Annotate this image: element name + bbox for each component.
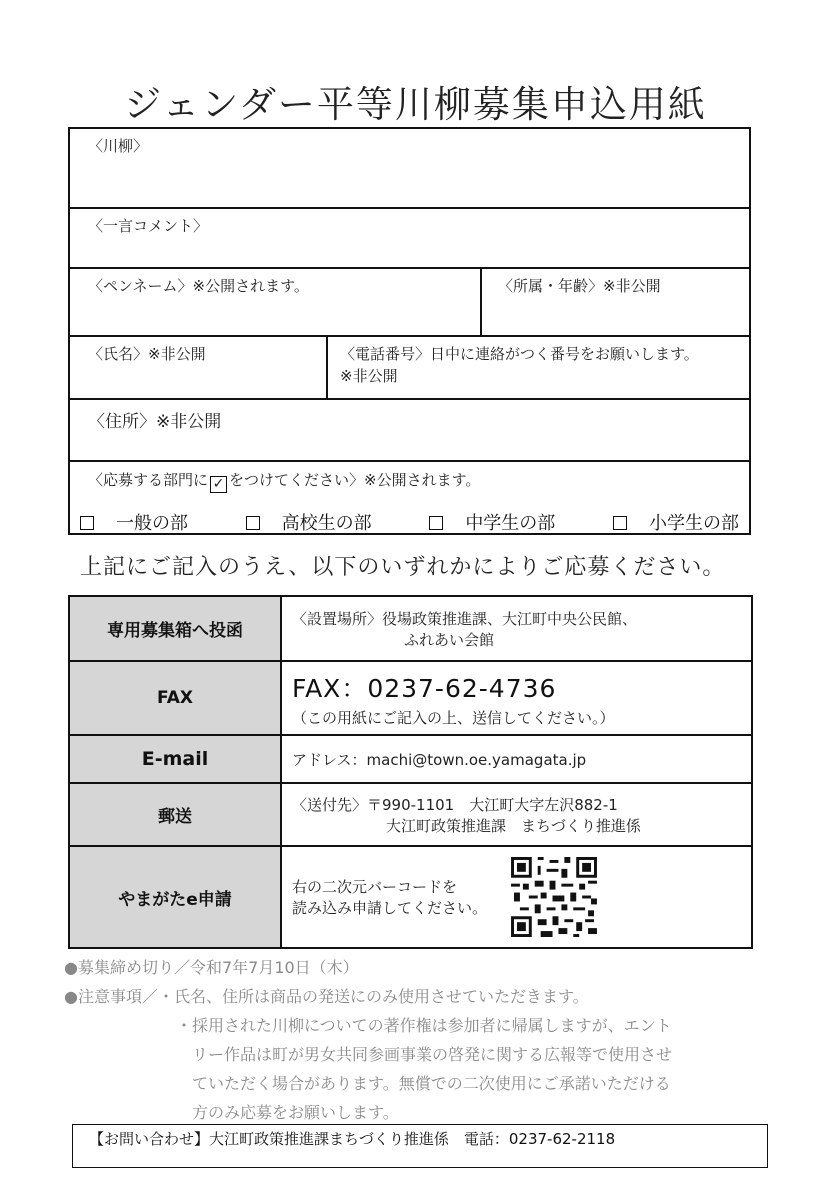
checkbox[interactable] bbox=[613, 516, 627, 530]
deadline-note: ●募集締め切り／令和7年7月10日（木） bbox=[64, 958, 359, 977]
divider bbox=[480, 267, 482, 335]
email-address[interactable]: アドレス：machi@town.oe.yamagata.jp bbox=[281, 735, 752, 783]
contact-box: 【お問い合わせ】大江町政策推進課まちづくり推進係 電話：0237-62-2118 bbox=[72, 1124, 768, 1168]
method-label: 専用募集箱へ投函 bbox=[69, 596, 281, 661]
method-row-box bbox=[69, 596, 752, 661]
checkbox[interactable] bbox=[80, 516, 94, 530]
senryu-field[interactable]: 〈川柳〉 bbox=[88, 137, 149, 155]
caution-note: 方のみ応募をお願いします。 bbox=[192, 1103, 399, 1122]
caution-note: ・採用された川柳についての著作権は参加者に帰属しますが、エント bbox=[176, 1016, 672, 1035]
category-junior-high[interactable]: 中学生の部 bbox=[429, 509, 555, 535]
divider bbox=[70, 398, 749, 400]
category-suffix: をつけてください〉※公開されます。 bbox=[229, 471, 481, 489]
penname-field[interactable]: 〈ペンネーム〉※公開されます。 bbox=[88, 277, 309, 295]
qr-section bbox=[292, 857, 751, 937]
category-prefix: 〈応募する部門に bbox=[88, 471, 209, 489]
category-general[interactable]: 一般の部 bbox=[80, 509, 188, 535]
method-detail: 〈設置場所〉役場政策推進課、大江町中央公民館、 ふれあい会館 bbox=[281, 596, 752, 661]
checkbox[interactable] bbox=[246, 516, 260, 530]
fax-number: FAX：0237-62-4736 bbox=[292, 673, 557, 703]
divider bbox=[326, 335, 328, 398]
check-mark-icon: ✓ bbox=[210, 476, 227, 493]
method-label: 郵送 bbox=[69, 783, 281, 846]
caution-note: ●注意事項／・氏名、住所は商品の発送にのみ使用させていただきます。 bbox=[64, 987, 589, 1006]
divider bbox=[70, 207, 749, 209]
divider bbox=[70, 267, 749, 269]
notes-section bbox=[64, 953, 672, 1127]
phone-field[interactable]: 〈電話番号〉日中に連絡がつく番号をお願いします。 bbox=[340, 345, 699, 363]
method-detail bbox=[281, 846, 752, 948]
method-row-fax bbox=[69, 661, 752, 735]
method-row-email bbox=[69, 735, 752, 783]
divider bbox=[70, 460, 749, 462]
category-elementary[interactable]: 小学生の部 bbox=[613, 509, 739, 535]
method-label: E-mail bbox=[69, 735, 281, 783]
checkbox[interactable] bbox=[429, 516, 443, 530]
caution-note: ていただく場合があります。無償での二次使用にご承諾いただける bbox=[192, 1074, 671, 1093]
affiliation-age-field[interactable]: 〈所属・年齢〉※非公開 bbox=[498, 277, 661, 295]
method-row-mail bbox=[69, 783, 752, 846]
method-detail: 〈送付先〉〒990-1101 大江町大字左沢882-1 大江町政策推進課 まちづくり推進係 bbox=[281, 783, 752, 846]
divider bbox=[70, 335, 749, 337]
address-field[interactable]: 〈住所〉※非公開 bbox=[88, 412, 222, 432]
category-high-school[interactable]: 高校生の部 bbox=[246, 509, 372, 535]
qr-code-icon[interactable] bbox=[511, 857, 597, 937]
category-instruction bbox=[88, 469, 480, 493]
phone-note: ※非公開 bbox=[340, 367, 398, 385]
application-methods bbox=[68, 595, 753, 949]
method-detail: FAX：0237-62-4736 （この用紙にご記入の上、送信してください。） bbox=[281, 661, 752, 735]
method-label: やまがたe申請 bbox=[69, 846, 281, 948]
method-row-e-application bbox=[69, 846, 752, 948]
caution-note: リー作品は町が男女共同参画事業の啓発に関する広報等で使用させ bbox=[192, 1045, 673, 1064]
name-field[interactable]: 〈氏名〉※非公開 bbox=[88, 345, 206, 363]
entry-form bbox=[68, 127, 751, 535]
comment-field[interactable]: 〈一言コメント〉 bbox=[88, 217, 209, 235]
method-label: FAX bbox=[69, 661, 281, 735]
qr-instruction: 右の二次元バーコードを 読み込み申請してください。 bbox=[292, 878, 488, 917]
page-title: ジェンダー平等川柳募集申込用紙 bbox=[124, 83, 707, 126]
application-instruction: 上記にご記入のうえ、以下のいずれかによりご応募ください。 bbox=[80, 555, 726, 580]
category-options bbox=[80, 509, 739, 535]
